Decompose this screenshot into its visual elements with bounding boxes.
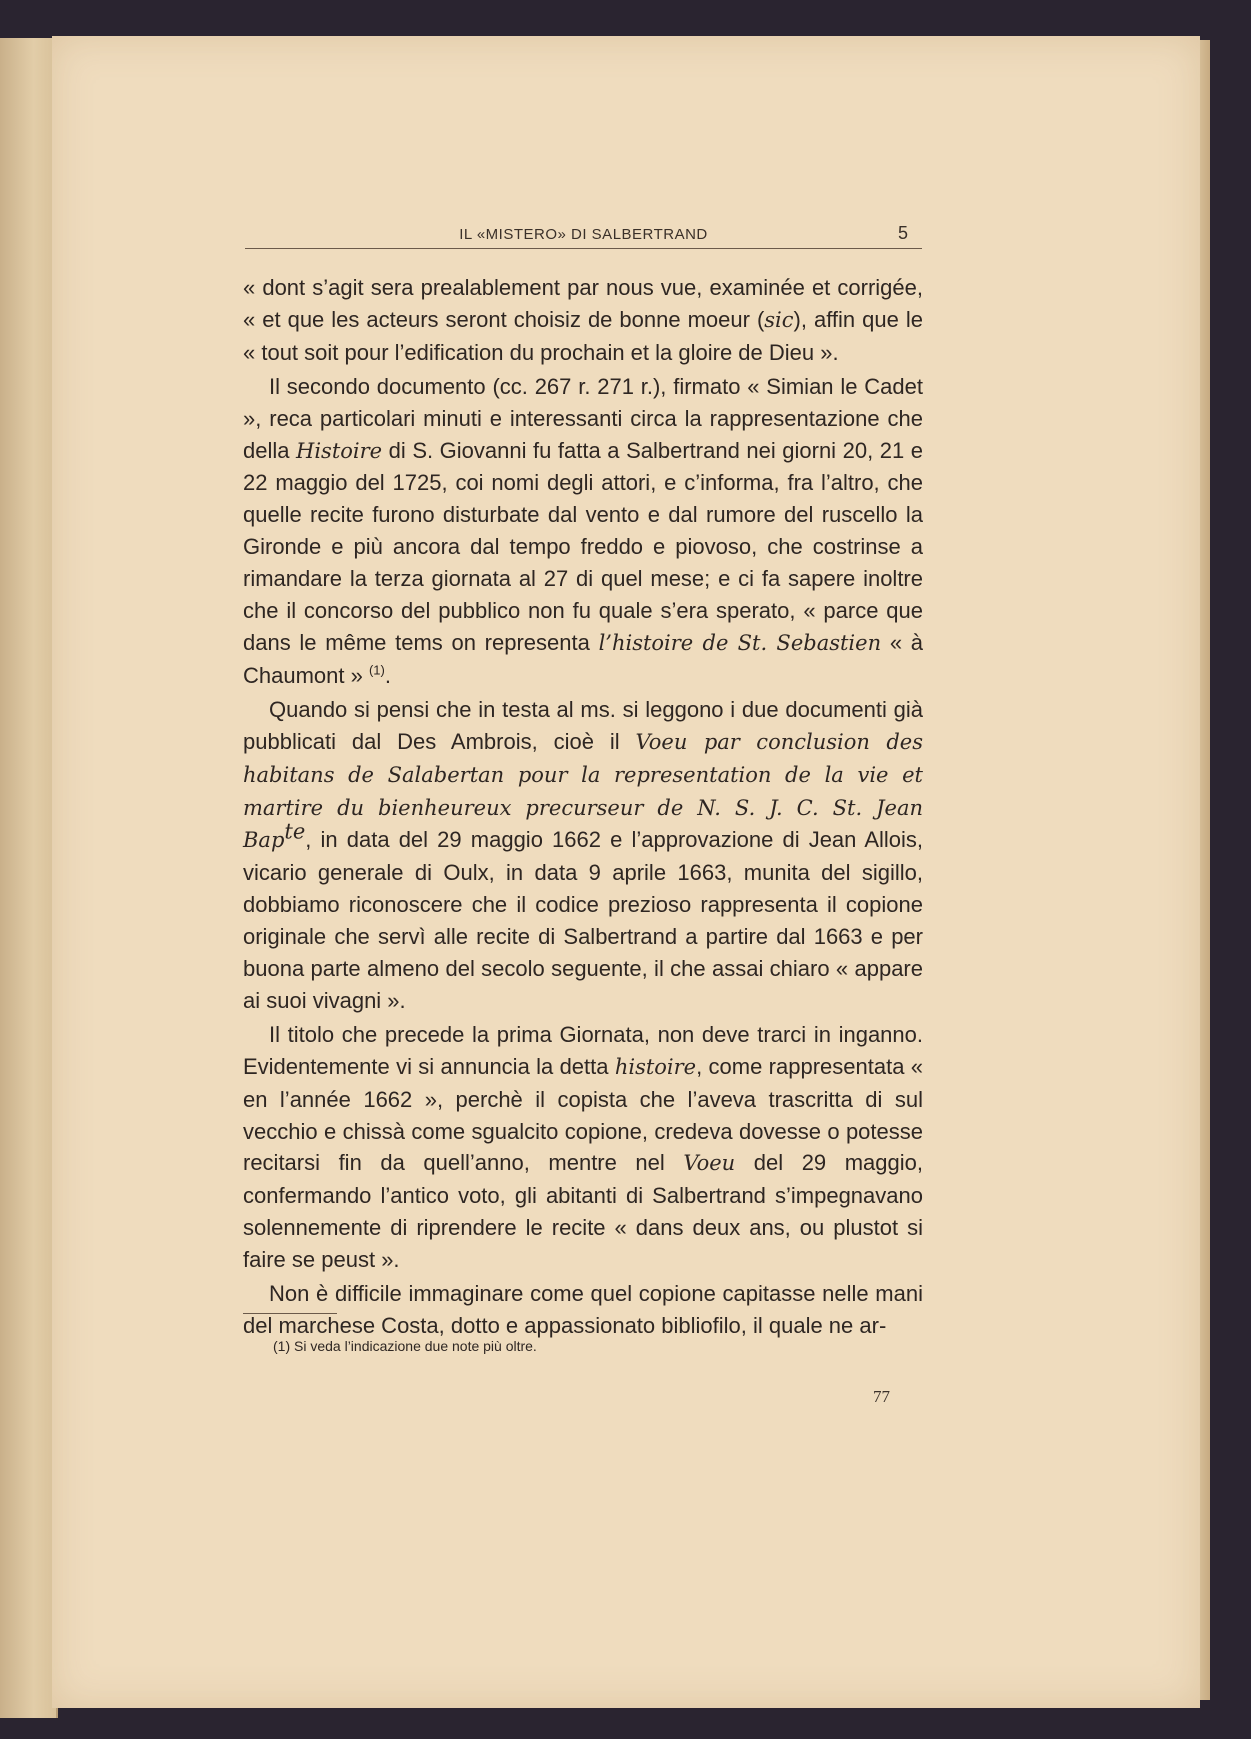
sic-italic: sic bbox=[764, 307, 794, 332]
histoire-sebastien-italic: l’histoire de St. Sebastien bbox=[598, 630, 882, 655]
signature-number: 77 bbox=[873, 1387, 890, 1406]
left-page-spine bbox=[0, 38, 58, 1718]
voeu-title-italic: Voeu par conclusion des habitans de Salabertan pour la representation de la vie et martire du bienheureux precurseur de N. S. J. C. St. Jean Bap bbox=[243, 729, 924, 853]
footnote-rule bbox=[243, 1313, 337, 1314]
footnote: (1) Si veda l’indicazione due note più oltre. bbox=[273, 1338, 537, 1354]
paragraph-2: Il secondo documento (cc. 267 r. 271 r.), firmato « Simian le Cadet », reca particolari minuti e interessanti circa la rappresentazione che della Histoire di S. Giovanni fu fatta a Salbertrand nei giorni 20, 21 e 22 maggio del 1725, coi nomi degli attori, e c’informa, fra l’altro, che quelle recite furono disturbate dal vento e dal rumore del ruscello la Gironde e più ancora dal tempo freddo e piovoso, che costrinse a rimandare la terza giornata al 27 di quel mese; e ci fa sapere inoltre che il concorso del pubblico non fu quale s’era sperato, « parce que dans le même tems on representa l’histoire de St. Sebastien « à Chaumont » $^{(1)}$. bbox=[243, 373, 924, 688]
paragraph-4: Il titolo che precede la prima Giornata, non deve trarci in inganno. Evidentemente vi si annuncia la detta histoire, come rappresentata « en l’année 1662 », perchè il copista che l’aveva trascritta di sul vecchio e chissà come sgualcito copione, credeva dovesse o potesse recitarsi fin da quell’anno, mentre nel Voeu del 29 maggio, confermando l’antico voto, gli abitanti di Salbertrand s’impegnavano solennemente di riprendere le recite « dans deux ans, ou plustot si faire se peust ». bbox=[243, 1021, 923, 1273]
histoire-italic-2: histoire bbox=[614, 1054, 697, 1079]
histoire-italic: Histoire bbox=[296, 438, 383, 463]
running-title: IL «MISTERO» DI SALBERTRAND bbox=[459, 226, 708, 243]
page-number: 5 bbox=[897, 223, 908, 243]
voeu-italic: Voeu bbox=[683, 1151, 736, 1176]
paragraph-5: Non è difficile immaginare come quel copione capitasse nelle mani del marchese Costa, dotto e appassionato bibliofilo, il quale ne ar- bbox=[243, 1281, 923, 1338]
paragraph-3: Quando si pensi che in testa al ms. si leggono i due documenti già pubblicati dal Des Ambrois, cioè il Voeu par conclusion des habitans de Salabertan pour la representation de la vie et martire du bienheureux precurseur de N. S. J. C. St. Jean Bap$^{te}$, in data del 29 maggio 1662 e l’approvazione di Jean Allois, vicario generale di Oulx, in data 9 aprile 1663, munita del sigillo, dobbiamo riconoscere che il codice prezioso rappresenta il copione originale che servì alle recite di Salbertrand a partire dal 1663 e per buona parte almeno del secolo seguente, il che assai chiaro « appare ai suoi vivagni ». bbox=[243, 696, 924, 1013]
footnote-ref: (1) bbox=[368, 662, 385, 678]
bapte-superscript: te bbox=[284, 820, 306, 845]
body-text bbox=[243, 272, 923, 1342]
running-head bbox=[245, 223, 922, 249]
paragraph-1: « dont s’agit sera prealablement par nous vue, examinée et corrigée, « et que les acteurs seront choisiz de bonne moeur (sic), affin que le « tout soit pour l’edification du prochain et la gloire de Dieu ». bbox=[243, 275, 923, 365]
